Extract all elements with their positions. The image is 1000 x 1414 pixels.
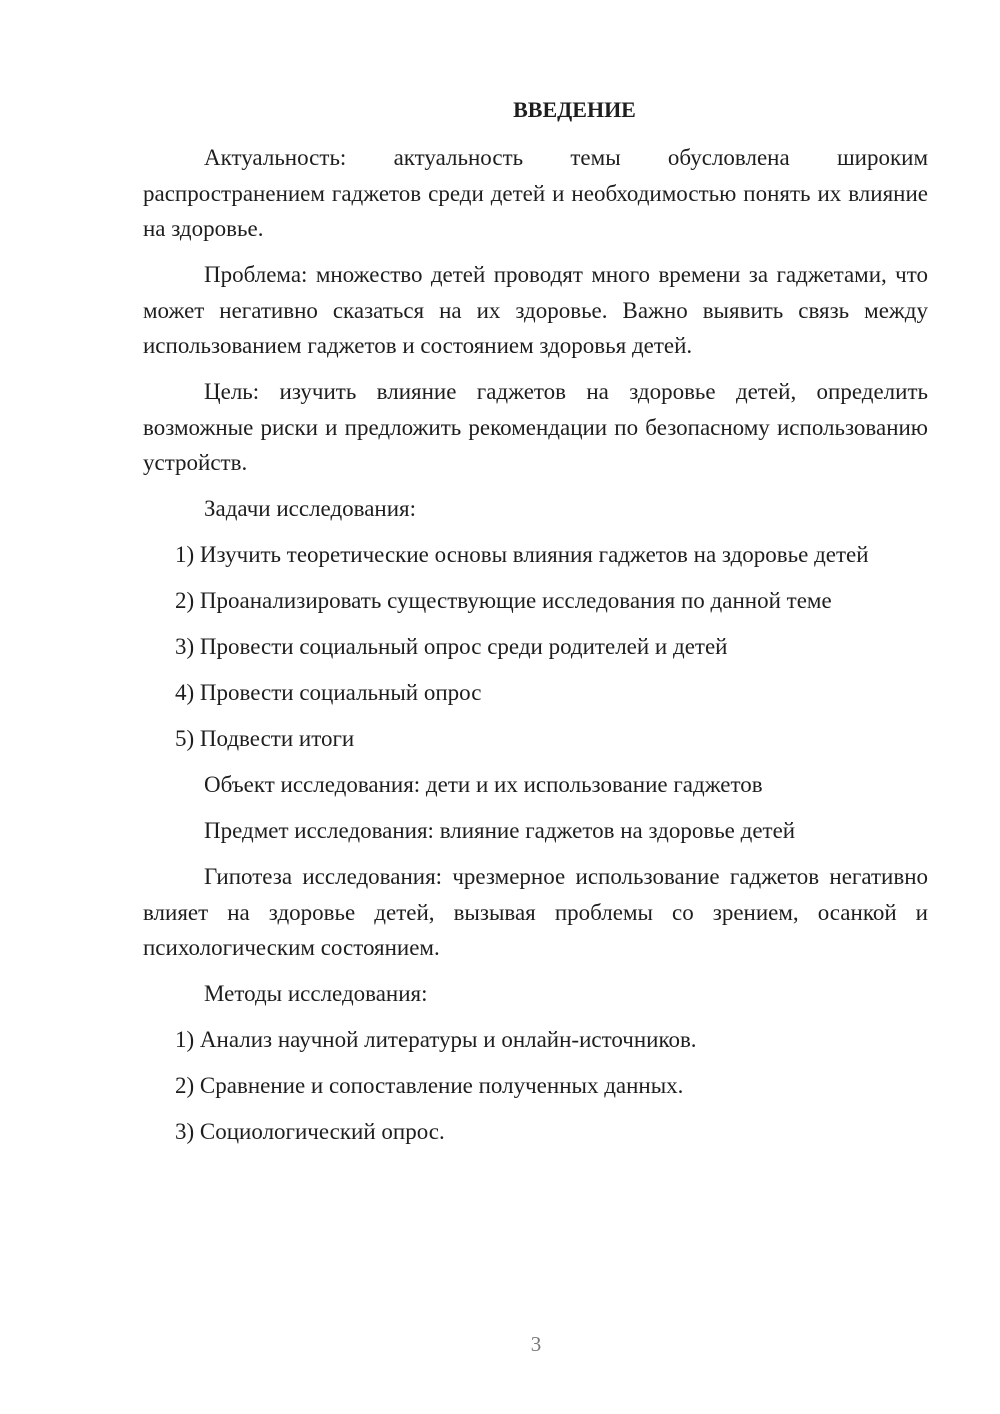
tasks-heading: Задачи исследования: xyxy=(204,496,417,521)
page-content xyxy=(143,94,928,1160)
task-item-1: 1) Изучить теоретические основы влияния гаджетов на здоровье детей xyxy=(175,542,869,567)
subject-line: Предмет исследования: влияние гаджетов на здоровье детей xyxy=(204,818,796,843)
method-item-3: 3) Социологический опрос. xyxy=(175,1119,445,1144)
relevance-paragraph: Актуальность: актуальность темы обусловлена широким распространением гаджетов среди детей и необходимостью понять их влияние на здоровье. xyxy=(143,145,928,241)
problem-paragraph: Проблема: множество детей проводят много времени за гаджетами, что может негативно сказаться на их здоровье. Важно выявить связь между использованием гаджетов и состоянием здоровья детей. xyxy=(143,262,928,358)
object-line: Объект исследования: дети и их использование гаджетов xyxy=(204,772,763,797)
task-item-5: 5) Подвести итоги xyxy=(175,726,355,751)
task-item-2: 2) Проанализировать существующие исследования по данной теме xyxy=(175,588,832,613)
method-item-2: 2) Сравнение и сопоставление полученных данных. xyxy=(175,1073,684,1098)
task-item-3: 3) Провести социальный опрос среди родителей и детей xyxy=(175,634,728,659)
method-item-1: 1) Анализ научной литературы и онлайн-источников. xyxy=(175,1027,697,1052)
goal-paragraph: Цель: изучить влияние гаджетов на здоровье детей, определить возможные риски и предложить рекомендации по безопасному использованию устройств. xyxy=(143,379,928,475)
hypothesis-paragraph: Гипотеза исследования: чрезмерное использование гаджетов негативно влияет на здоровье детей, вызывая проблемы со зрением, осанкой и психологическим состоянием. xyxy=(143,864,928,960)
task-item-4: 4) Провести социальный опрос xyxy=(175,680,482,705)
page-number: 3 xyxy=(530,1332,542,1356)
section-title: ВВЕДЕНИЕ xyxy=(513,97,636,122)
methods-heading: Методы исследования: xyxy=(204,981,428,1006)
